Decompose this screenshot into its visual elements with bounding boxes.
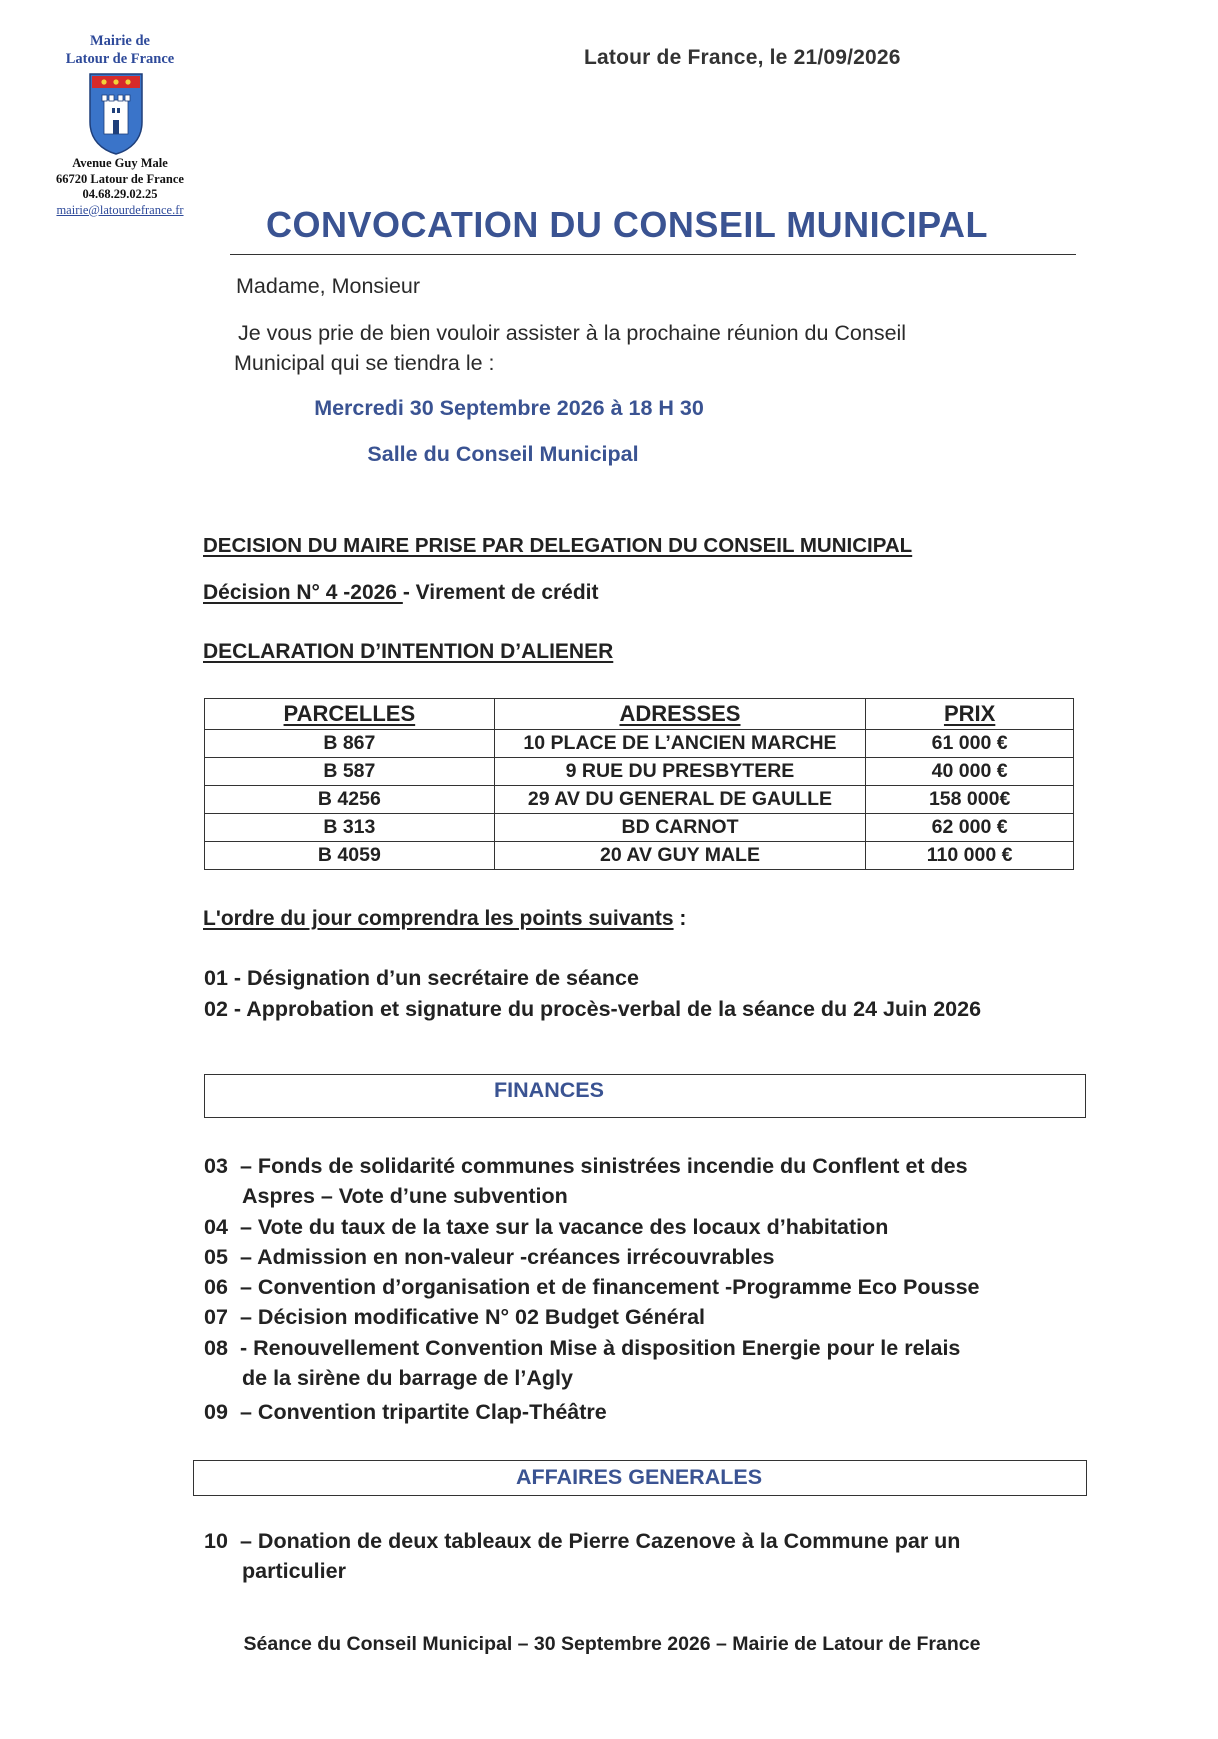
cell-adresse: 29 AV DU GENERAL DE GAULLE xyxy=(494,786,866,814)
item-number: 07 xyxy=(204,1305,228,1329)
intro-line-2: Municipal qui se tiendra le : xyxy=(234,351,495,375)
affaires-section-title: AFFAIRES GENERALES xyxy=(515,1465,763,1489)
coat-of-arms-icon xyxy=(86,70,146,156)
agenda-item-06 xyxy=(204,1272,980,1302)
item-number: 09 xyxy=(204,1400,228,1424)
item-text-continued: Aspres – Vote d’une subvention xyxy=(242,1184,568,1208)
agenda-item-04 xyxy=(204,1212,888,1242)
agenda-heading-colon: : xyxy=(673,907,687,930)
cell-parcelle: B 313 xyxy=(205,814,495,842)
table-row xyxy=(205,814,1074,842)
cell-adresse: 10 PLACE DE L’ANCIEN MARCHE xyxy=(494,730,866,758)
dia-heading: DECLARATION D’INTENTION D’ALIENER xyxy=(203,640,614,663)
column-header-prix: PRIX xyxy=(866,699,1074,730)
cell-prix: 61 000 € xyxy=(866,730,1074,758)
cell-prix: 62 000 € xyxy=(866,814,1074,842)
page-title: CONVOCATION DU CONSEIL MUNICIPAL xyxy=(266,204,989,245)
meeting-datetime: Mercredi 30 Septembre 2026 à 18 H 30 xyxy=(314,396,704,420)
intro-paragraph xyxy=(234,318,1034,378)
item-number: 08 xyxy=(204,1336,228,1360)
intro-line-1: Je vous prie de bien vouloir assister à la prochaine réunion du Conseil xyxy=(238,321,907,345)
address-postal: 66720 Latour de France xyxy=(56,171,184,186)
cell-parcelle: B 867 xyxy=(205,730,495,758)
item-text: – Donation de deux tableaux de Pierre Cazenove à la Commune par un xyxy=(240,1529,961,1553)
decision-heading: DECISION DU MAIRE PRISE PAR DELEGATION DU CONSEIL MUNICIPAL xyxy=(203,534,913,557)
mairie-line-1: Mairie de xyxy=(90,33,150,49)
item-number: 05 xyxy=(204,1245,228,1269)
cell-prix: 158 000€ xyxy=(866,786,1074,814)
date-line: Latour de France, le 21/09/2026 xyxy=(584,46,901,69)
item-text-continued: de la sirène du barrage de l’Agly xyxy=(242,1366,573,1390)
dia-table xyxy=(204,698,1074,870)
item-text: - Renouvellement Convention Mise à disposition Energie pour le relais xyxy=(240,1336,961,1360)
item-text: – Convention d’organisation et de financement -Programme Eco Pousse xyxy=(240,1275,980,1299)
cell-adresse: BD CARNOT xyxy=(494,814,866,842)
item-number: 06 xyxy=(204,1275,228,1299)
email-link[interactable]: mairie@latourdefrance.fr xyxy=(56,202,184,217)
agenda-heading xyxy=(203,907,686,931)
meeting-location: Salle du Conseil Municipal xyxy=(367,442,639,466)
agenda-item-03 xyxy=(204,1151,968,1211)
mairie-name xyxy=(40,32,200,68)
mairie-address xyxy=(30,156,210,218)
item-text: – Vote du taux de la taxe sur la vacance des locaux d’habitation xyxy=(240,1215,889,1239)
table-row xyxy=(205,758,1074,786)
decision-ref: Décision N° 4 -2026 xyxy=(203,581,403,604)
item-text: – Fonds de solidarité communes sinistrées incendie du Conflent et des xyxy=(240,1154,968,1178)
agenda-item-05 xyxy=(204,1242,775,1272)
greeting: Madame, Monsieur xyxy=(236,274,421,298)
cell-adresse: 9 RUE DU PRESBYTERE xyxy=(494,758,866,786)
page-footer: Séance du Conseil Municipal – 30 Septembre 2026 – Mairie de Latour de France xyxy=(243,1633,981,1655)
agenda-item-07 xyxy=(204,1302,705,1332)
item-text: – Convention tripartite Clap-Théâtre xyxy=(240,1400,607,1424)
cell-parcelle: B 587 xyxy=(205,758,495,786)
mairie-line-2: Latour de France xyxy=(65,51,175,67)
finances-section-title: FINANCES xyxy=(494,1078,604,1102)
table-header-row xyxy=(205,699,1074,730)
table-row xyxy=(205,730,1074,758)
title-underline xyxy=(230,254,1076,255)
table-row xyxy=(205,786,1074,814)
table-row xyxy=(205,842,1074,870)
agenda-item-02: 02 - Approbation et signature du procès-verbal de la séance du 24 Juin 2026 xyxy=(204,997,982,1021)
decision-line xyxy=(203,581,599,605)
item-text-continued: particulier xyxy=(242,1559,346,1583)
cell-parcelle: B 4059 xyxy=(205,842,495,870)
item-text: – Admission en non-valeur -créances irrécouvrables xyxy=(240,1245,775,1269)
column-header-parcelles: PARCELLES xyxy=(205,699,495,730)
agenda-heading-text: L'ordre du jour comprendra les points suivants xyxy=(203,907,674,930)
cell-prix: 110 000 € xyxy=(866,842,1074,870)
item-number: 03 xyxy=(204,1154,228,1178)
agenda-item-08 xyxy=(204,1333,960,1393)
cell-parcelle: B 4256 xyxy=(205,786,495,814)
column-header-adresses: ADRESSES xyxy=(494,699,866,730)
agenda-item-09 xyxy=(204,1397,607,1427)
cell-prix: 40 000 € xyxy=(866,758,1074,786)
address-street: Avenue Guy Male xyxy=(72,156,168,170)
item-number: 10 xyxy=(204,1529,228,1553)
decision-text: - Virement de crédit xyxy=(402,581,599,604)
cell-adresse: 20 AV GUY MALE xyxy=(494,842,866,870)
item-text: – Décision modificative N° 02 Budget Général xyxy=(240,1305,706,1329)
phone-number: 04.68.29.02.25 xyxy=(82,187,158,201)
item-number: 04 xyxy=(204,1215,228,1239)
agenda-item-10 xyxy=(204,1526,960,1586)
agenda-item-01: 01 - Désignation d’un secrétaire de séance xyxy=(204,966,639,990)
